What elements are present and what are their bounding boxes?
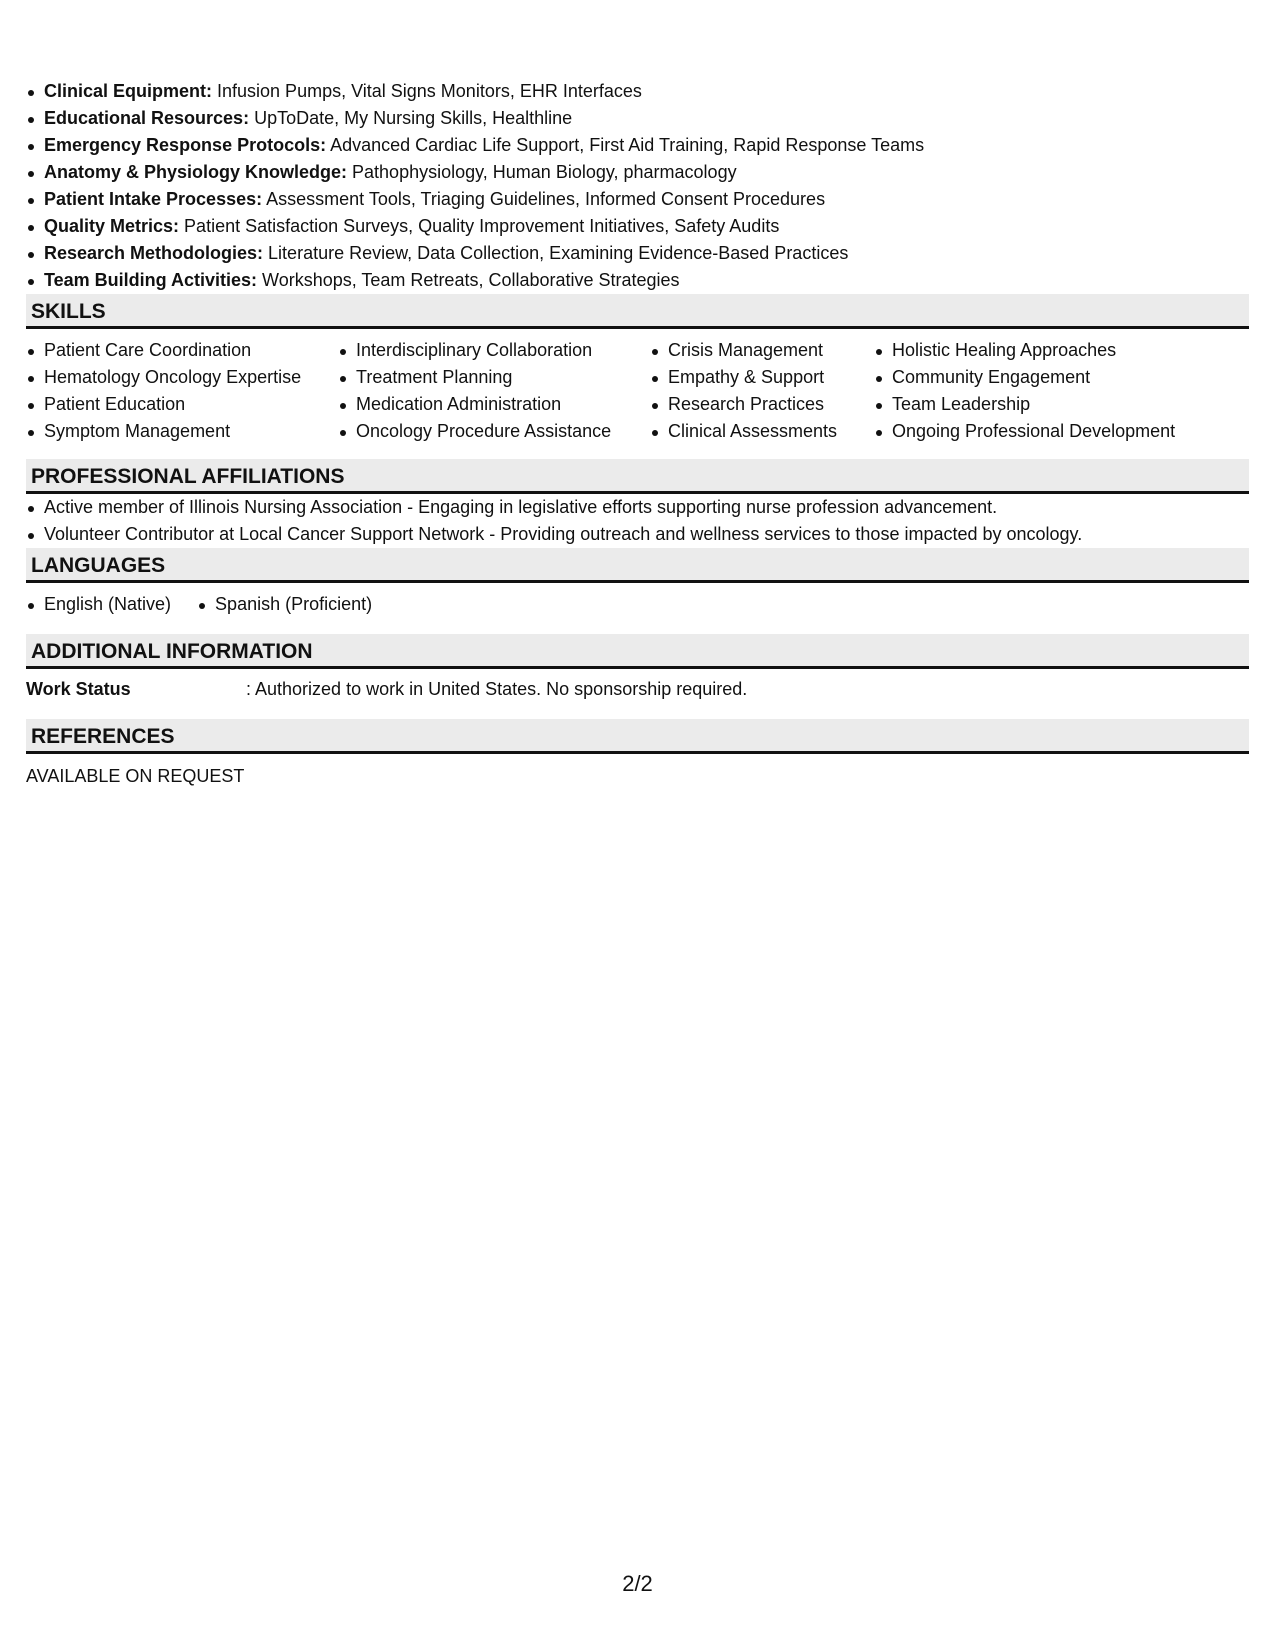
language-item: Spanish (Proficient) bbox=[197, 591, 372, 618]
affiliations-section-title: PROFESSIONAL AFFILIATIONS bbox=[26, 459, 1249, 494]
tools-item-value: Workshops, Team Retreats, Collaborative Strategies bbox=[257, 270, 680, 290]
skill-item: Research Practices bbox=[650, 391, 874, 418]
tools-item bbox=[26, 159, 1249, 186]
tools-item bbox=[26, 186, 1249, 213]
references-section-title: REFERENCES bbox=[26, 719, 1249, 754]
tools-item bbox=[26, 213, 1249, 240]
tools-item-label: Quality Metrics: bbox=[44, 216, 180, 236]
skill-item: Hematology Oncology Expertise bbox=[26, 364, 338, 391]
references-text: AVAILABLE ON REQUEST bbox=[26, 766, 245, 786]
languages-list bbox=[26, 591, 398, 618]
skills-column bbox=[338, 337, 650, 445]
work-status-row bbox=[26, 676, 1249, 703]
skill-item: Patient Education bbox=[26, 391, 338, 418]
page-number: 2/2 bbox=[622, 1571, 653, 1596]
skill-item: Interdisciplinary Collaboration bbox=[338, 337, 650, 364]
tools-item-value: Infusion Pumps, Vital Signs Monitors, EHR Interfaces bbox=[212, 81, 642, 101]
tools-item bbox=[26, 240, 1249, 267]
affiliation-item: Volunteer Contributor at Local Cancer Support Network - Providing outreach and wellness services to those impacted by oncology. bbox=[26, 521, 1249, 548]
skill-item: Symptom Management bbox=[26, 418, 338, 445]
language-item: English (Native) bbox=[26, 591, 171, 618]
affiliation-item: Active member of Illinois Nursing Association - Engaging in legislative efforts supporting nurse profession advancement. bbox=[26, 494, 1249, 521]
tools-item-label: Research Methodologies: bbox=[44, 243, 264, 263]
tools-item-label: Patient Intake Processes: bbox=[44, 189, 263, 209]
skill-item: Crisis Management bbox=[650, 337, 874, 364]
tools-item-label: Emergency Response Protocols: bbox=[44, 135, 327, 155]
skill-item: Empathy & Support bbox=[650, 364, 874, 391]
skills-grid bbox=[26, 337, 1249, 445]
skill-item: Patient Care Coordination bbox=[26, 337, 338, 364]
tools-item-value: Assessment Tools, Triaging Guidelines, Informed Consent Procedures bbox=[262, 189, 826, 209]
resume-page bbox=[26, 78, 1249, 790]
skills-section-title: SKILLS bbox=[26, 294, 1249, 329]
skill-item: Community Engagement bbox=[874, 364, 1234, 391]
tools-item-label: Team Building Activities: bbox=[44, 270, 258, 290]
work-status-value: : Authorized to work in United States. No sponsorship required. bbox=[246, 679, 748, 699]
work-status-label: Work Status bbox=[26, 679, 131, 699]
skill-item: Ongoing Professional Development bbox=[874, 418, 1234, 445]
tools-item bbox=[26, 105, 1249, 132]
affiliations-list bbox=[26, 494, 1249, 548]
tools-list bbox=[26, 78, 1249, 294]
tools-item-label: Clinical Equipment: bbox=[44, 81, 213, 101]
tools-item-label: Anatomy & Physiology Knowledge: bbox=[44, 162, 348, 182]
skills-column bbox=[874, 337, 1234, 445]
additional-info-section-title: ADDITIONAL INFORMATION bbox=[26, 634, 1249, 669]
skill-item: Clinical Assessments bbox=[650, 418, 874, 445]
tools-item bbox=[26, 132, 1249, 159]
skill-item: Treatment Planning bbox=[338, 364, 650, 391]
languages-row bbox=[26, 591, 1249, 618]
skill-item: Medication Administration bbox=[338, 391, 650, 418]
skill-item: Holistic Healing Approaches bbox=[874, 337, 1234, 364]
tools-item bbox=[26, 78, 1249, 105]
skill-item: Oncology Procedure Assistance bbox=[338, 418, 650, 445]
tools-item-value: UpToDate, My Nursing Skills, Healthline bbox=[249, 108, 573, 128]
languages-section-title: LANGUAGES bbox=[26, 548, 1249, 583]
skills-column bbox=[26, 337, 338, 445]
tools-item-label: Educational Resources: bbox=[44, 108, 250, 128]
tools-item-value: Advanced Cardiac Life Support, First Aid Training, Rapid Response Teams bbox=[326, 135, 925, 155]
tools-item-value: Literature Review, Data Collection, Examining Evidence-Based Practices bbox=[263, 243, 849, 263]
skill-item: Team Leadership bbox=[874, 391, 1234, 418]
tools-item-value: Patient Satisfaction Surveys, Quality Improvement Initiatives, Safety Audits bbox=[179, 216, 780, 236]
skills-column bbox=[650, 337, 874, 445]
tools-item bbox=[26, 267, 1249, 294]
tools-item-value: Pathophysiology, Human Biology, pharmacology bbox=[347, 162, 737, 182]
